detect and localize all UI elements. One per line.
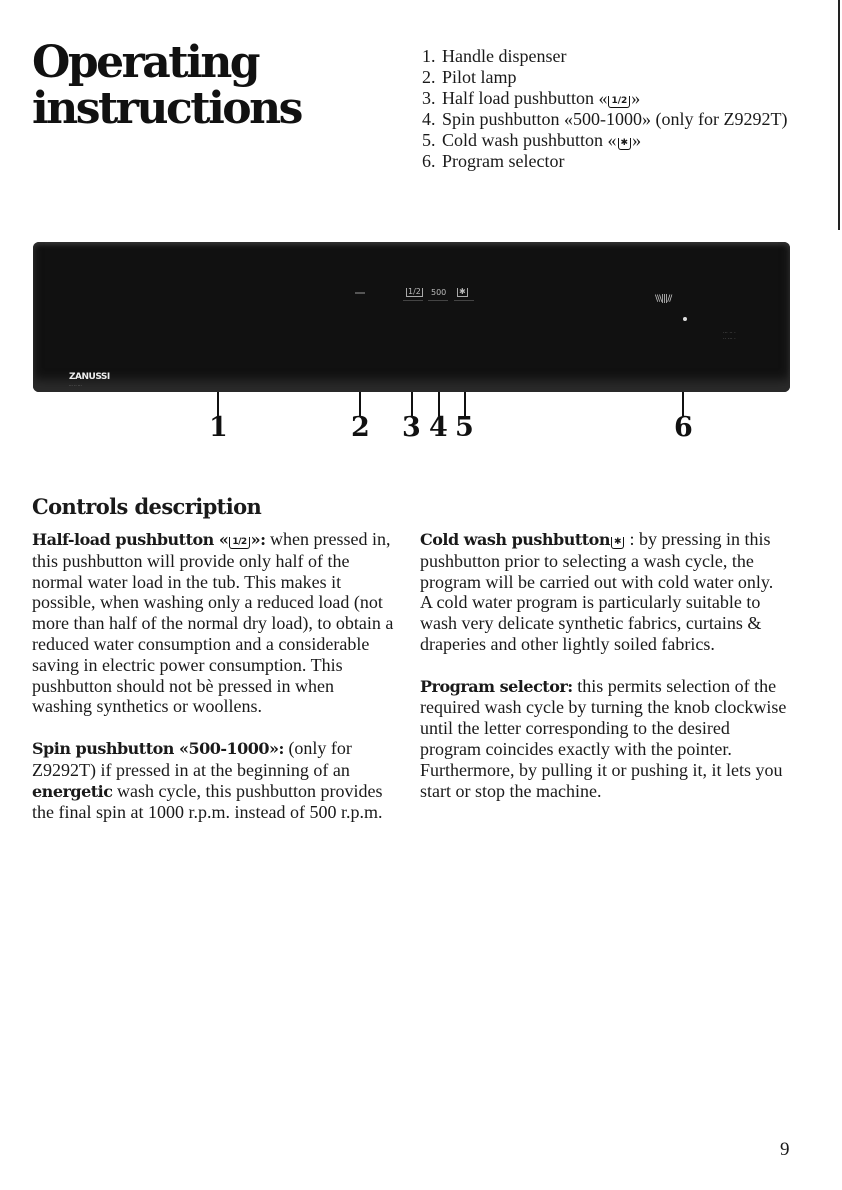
half-load-button-icon: 1/2 — [408, 287, 421, 296]
control-panel-photo — [33, 242, 790, 392]
cold-wash-button — [454, 300, 474, 301]
panel-markings: ··· ·· · ·· ··· · — [723, 330, 736, 342]
program-scale: \\\|||// — [655, 294, 672, 304]
half-load-paragraph — [32, 529, 394, 717]
cold-wash-term — [420, 530, 625, 549]
program-selector-term: Program selector: — [420, 676, 573, 696]
page-number: 9 — [780, 1139, 790, 1160]
item-text — [442, 130, 802, 151]
item-number: 5. — [422, 130, 436, 150]
parts-list-item — [422, 109, 802, 130]
item-text: Pilot lamp — [442, 67, 517, 87]
item-text: Spin pushbutton «500-1000» (only for Z9292T) — [442, 109, 788, 129]
item-number: 2. — [422, 67, 436, 87]
term-before: Half-load pushbutton « — [32, 530, 229, 549]
page-title — [32, 37, 301, 134]
page-title-line-1: Operating — [32, 37, 259, 88]
item-number: 3. — [422, 88, 436, 108]
brand-logo: ZANUSSI — [69, 372, 110, 382]
cold-wash-button-icon: ✱ — [459, 287, 466, 296]
parts-list-item — [422, 130, 802, 151]
cold-wash-paragraph — [420, 529, 790, 592]
parts-list-item — [422, 151, 802, 172]
callout-number: 6 — [674, 412, 693, 443]
spin-button-label: 500 — [431, 288, 447, 297]
term-text: Cold wash pushbutton — [420, 530, 610, 549]
item-text: Handle dispenser — [442, 46, 567, 66]
callout-number: 5 — [455, 412, 474, 443]
parts-list — [422, 46, 802, 172]
half-load-button — [403, 300, 423, 301]
paragraph-text: : by pressing in this pushbutton prior to selecting a wash cycle, the program will be carried out with cold water only. — [420, 529, 774, 592]
half-load-icon: 1/2 — [229, 537, 249, 549]
paragraph-text: this permits selection of the required wash cycle by turning the knob clockwise until the letter corresponding to the desired program coincides exactly with the pointer. Furthermore, by pulling it or pushing it, it lets you start or stop the machine. — [420, 675, 787, 801]
cold-wash-paragraph-continued: A cold water program is particularly suitable to wash very delicate synthetic fabrics, curtains & draperies and other lightly soiled fabrics. — [420, 592, 762, 654]
half-load-term — [32, 530, 266, 549]
parts-list-item — [422, 46, 802, 67]
brand-subline: ··· ·· ··· — [69, 383, 82, 388]
half-load-icon: 1/2 — [608, 96, 630, 108]
item-text: Program selector — [442, 151, 565, 171]
callout-number: 2 — [351, 412, 370, 443]
paragraph-text: wash cycle, this pushbutton provides the final spin at 1000 r.p.m. instead of 500 r.p.m. — [32, 780, 383, 823]
left-column — [32, 529, 394, 844]
paragraph-text: (only for Z9292T) if pressed in at the beginning of an — [32, 737, 352, 780]
item-text-before: Half load pushbutton « — [442, 88, 608, 108]
spin-paragraph — [32, 738, 394, 823]
item-text — [442, 88, 802, 109]
emphasis: energetic — [32, 781, 113, 801]
program-selector-paragraph — [420, 676, 790, 802]
cold-wash-icon: ✱ — [618, 138, 632, 150]
spin-term: Spin pushbutton «500-1000»: — [32, 738, 284, 758]
term-after: »: — [250, 530, 266, 549]
callout-number: 3 — [402, 412, 421, 443]
section-heading: Controls description — [32, 494, 262, 519]
item-number: 6. — [422, 151, 436, 171]
item-text-after: » — [631, 88, 641, 108]
page-title-line-2: instructions — [32, 83, 301, 134]
spin-button — [428, 300, 448, 301]
paragraph-text: when pressed in, this pushbutton will provide only half of the normal water load in the tub. This makes it possible, when washing only a reduced load (not more than half of the normal dry load), to obtain a reduced water consumption and a considerable saving in electric power consumption. This pushbutton should not bè pressed in when washing synthetics or woollens. — [32, 529, 394, 717]
item-text-after: » — [632, 130, 642, 150]
cold-wash-icon: ✱ — [611, 537, 624, 549]
parts-list-item — [422, 88, 802, 109]
margin-rule — [838, 0, 840, 230]
pilot-lamp — [355, 292, 365, 294]
program-pointer — [683, 317, 687, 321]
callout-number: 4 — [429, 412, 448, 443]
right-column — [420, 529, 790, 822]
item-number: 4. — [422, 109, 436, 129]
callout-number: 1 — [209, 412, 228, 443]
item-text-before: Cold wash pushbutton « — [442, 130, 617, 150]
parts-list-item — [422, 67, 802, 88]
item-number: 1. — [422, 46, 436, 66]
